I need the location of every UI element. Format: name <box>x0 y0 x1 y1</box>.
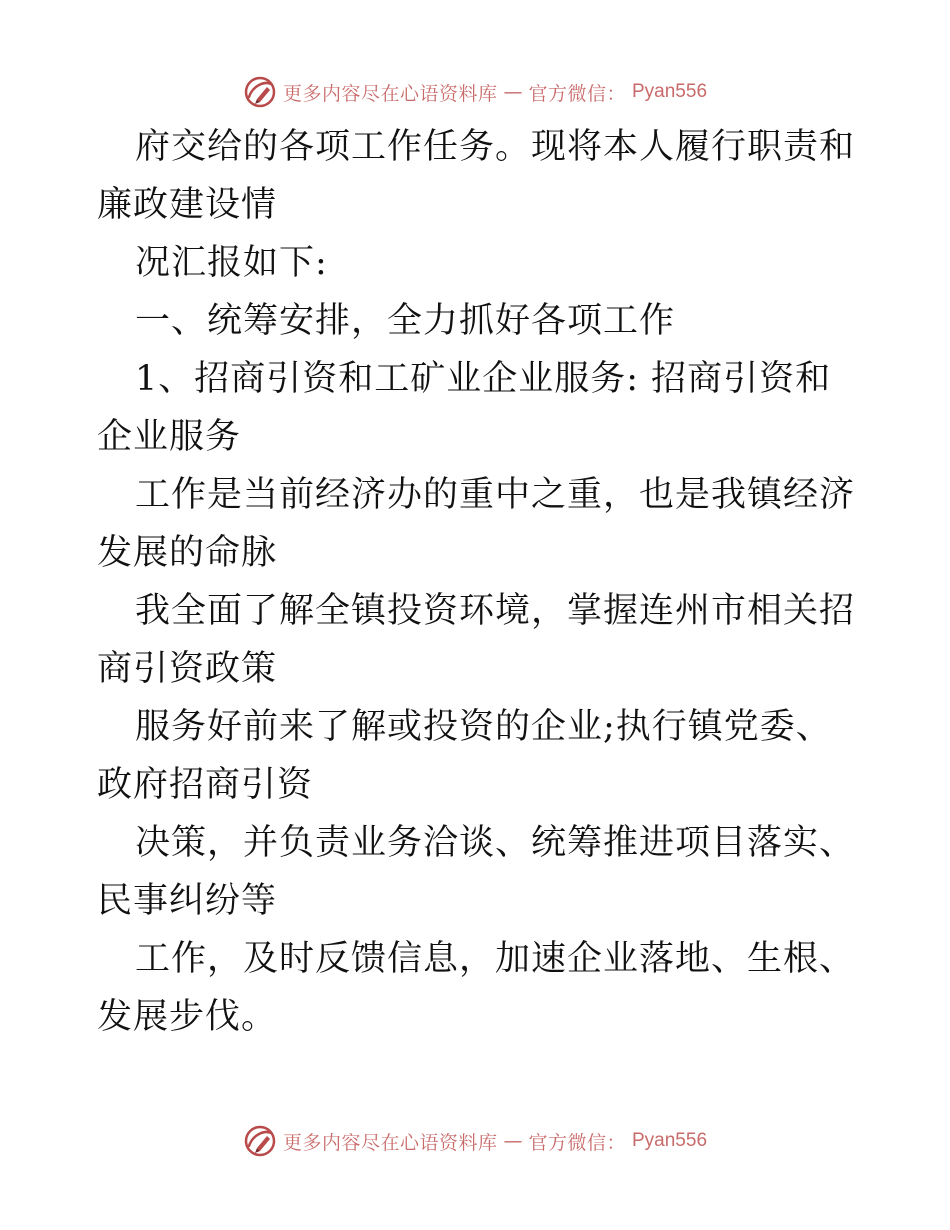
pen-logo-icon <box>243 1124 277 1158</box>
paragraph: 一、统筹安排，全力抓好各项工作 <box>135 301 676 341</box>
footer-separator: — <box>503 1130 523 1152</box>
paragraph: 工作，及时反馈信息，加速企业落地、生根、发展步伐。 <box>97 939 856 1037</box>
paragraph: 1、招商引资和工矿业企业服务: 招商引资和企业服务 <box>97 359 832 457</box>
pen-logo-icon <box>243 75 277 109</box>
footer-wechat-label: 官方微信： <box>528 1131 626 1154</box>
header-separator: — <box>503 81 523 103</box>
paragraph: 服务好前来了解或投资的企业;执行镇党委、政府招商引资 <box>97 707 832 805</box>
header-wechat-label: 官方微信： <box>528 82 626 105</box>
footer-banner <box>0 1121 950 1161</box>
footer-banner-text: 更多内容尽在心语资料库 <box>282 1131 498 1154</box>
paragraph: 工作是当前经济办的重中之重，也是我镇经济发展的命脉 <box>97 475 856 573</box>
paragraph: 决策，并负责业务洽谈、统筹推进项目落实、民事纠纷等 <box>97 823 856 921</box>
paragraph: 府交给的各项工作任务。现将本人履行职责和廉政建设情 <box>97 127 856 225</box>
footer-wechat-id: Pyan556 <box>632 1130 708 1151</box>
paragraph: 我全面了解全镇投资环境，掌握连州市相关招商引资政策 <box>97 591 856 689</box>
paragraph: 况汇报如下: <box>135 243 328 283</box>
header-wechat-id: Pyan556 <box>632 81 708 102</box>
header-banner-text: 更多内容尽在心语资料库 <box>282 82 498 105</box>
header-banner <box>0 72 950 112</box>
body-text <box>97 118 855 1046</box>
